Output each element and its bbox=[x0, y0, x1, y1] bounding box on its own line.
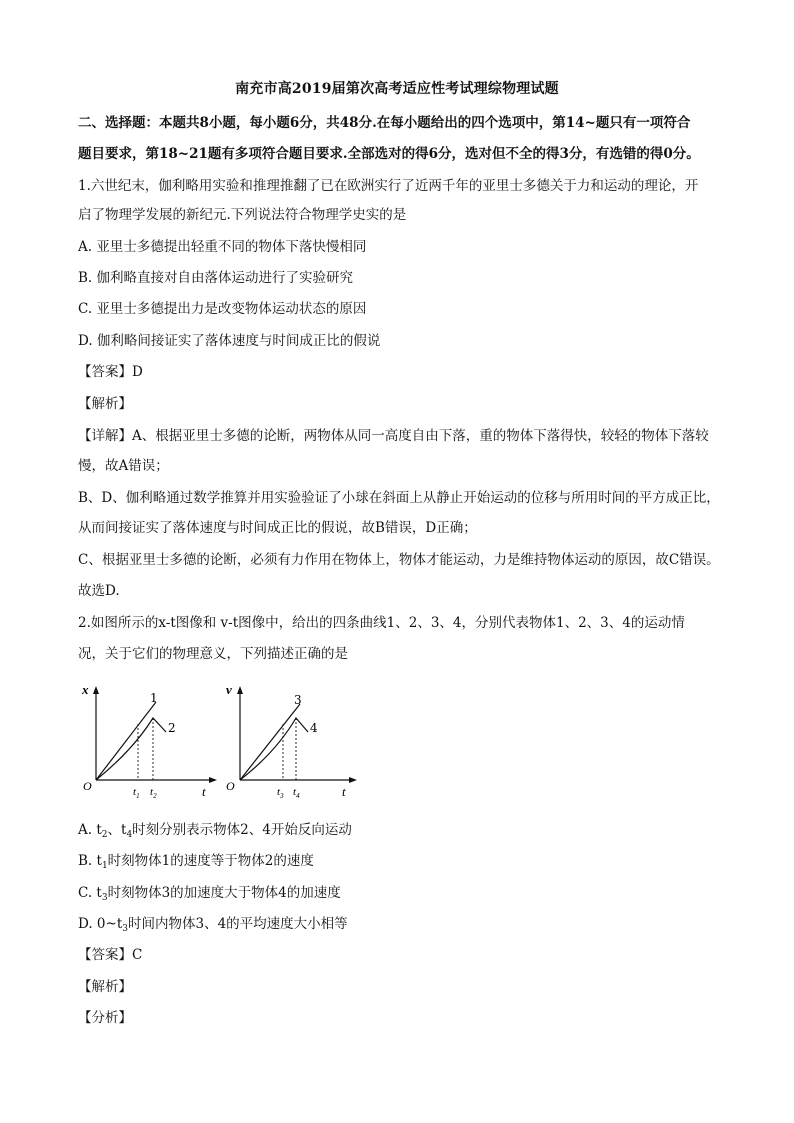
vt-graph bbox=[226, 682, 357, 800]
q1-detail-line-5: C、根据亚里士多德的论断，必须有力作用在物体上，物体才能运动，力是维持物体运动的原因，故C错误。 bbox=[78, 552, 720, 568]
q2-graphs-svg bbox=[78, 680, 378, 810]
xt-t1-label: $t_1$ bbox=[133, 786, 140, 800]
q1-option-b: B. 伽利略直接对自由落体运动进行了实验研究 bbox=[78, 270, 354, 286]
q2-option-c: C. $t_3$时刻物体3的加速度大于物体4的加速度 bbox=[78, 885, 341, 903]
q1-detail-line-3: B、D、伽利略通过数学推算并用实验验证了小球在斜面上从静止开始运动的位移与所用时间的平方成正比， bbox=[78, 490, 720, 506]
vt-x-label: t bbox=[342, 784, 346, 799]
q1-stem-line-2: 启了物理学发展的新纪元.下列说法符合物理学史实的是 bbox=[78, 207, 407, 223]
q2-option-a: A. $t_2$、$t_4$时刻分别表示物体2、4开始反向运动 bbox=[78, 822, 352, 840]
q1-detail-line-4: 从而间接证实了落体速度与时间成正比的假说，故B错误，D正确； bbox=[78, 520, 477, 536]
q2-option-b: B. $t_1$时刻物体1的速度等于物体2的速度 bbox=[78, 853, 314, 871]
section-heading-line-1: 二、选择题：本题共8小题，每小题6分，共48分.在每小题给出的四个选项中，第14~题只有一项符合 bbox=[78, 115, 691, 131]
xt-x-label: t bbox=[202, 784, 206, 799]
xt-graph bbox=[81, 682, 217, 800]
q1-answer: 【答案】D bbox=[78, 364, 143, 380]
vt-t3-label: $t_3$ bbox=[277, 786, 284, 800]
q2-stem-line-2: 况，关于它们的物理意义，下列描述正确的是 bbox=[78, 646, 348, 662]
xt-y-arrow-icon bbox=[93, 686, 99, 694]
q2-answer: 【答案】C bbox=[78, 947, 143, 963]
xt-curve-2-label: 2 bbox=[168, 721, 176, 735]
xt-origin-label: O bbox=[83, 779, 92, 793]
q2-analysis-label: 【解析】 bbox=[78, 979, 132, 995]
q2-stem-line-1: 2.如图所示的x-t图像和 v-t图像中，给出的四条曲线1、2、3、4，分别代表物体1、2、3、4的运动情 bbox=[78, 615, 685, 631]
q1-analysis-label: 【解析】 bbox=[78, 396, 132, 412]
q1-detail-line-2: 慢，故A错误； bbox=[78, 458, 169, 474]
vt-curve-3-label: 3 bbox=[294, 693, 302, 707]
q1-detail-line-1: 【详解】A、根据亚里士多德的论断，两物体从同一高度自由下落，重的物体下落得快，较轻的物体下落较 bbox=[78, 428, 709, 444]
vt-y-arrow-icon bbox=[237, 686, 243, 694]
paper-title: 南充市高2019届第次高考适应性考试理综物理试题 bbox=[235, 81, 559, 97]
xt-curve-2 bbox=[96, 718, 166, 780]
xt-curve-1 bbox=[96, 702, 156, 780]
vt-x-arrow-icon bbox=[349, 777, 357, 783]
q2-fenxi-label: 【分析】 bbox=[78, 1010, 132, 1026]
vt-curve-4 bbox=[240, 718, 308, 780]
xt-y-label: x bbox=[82, 682, 89, 697]
vt-curve-3 bbox=[240, 704, 300, 780]
q1-detail-line-6: 故选D. bbox=[78, 583, 120, 599]
q1-option-a: A. 亚里士多德提出轻重不同的物体下落快慢相同 bbox=[78, 239, 367, 255]
q2-option-d: D. $0\sim t_3$时间内物体3、4的平均速度大小相等 bbox=[78, 916, 348, 934]
vt-y-label: v bbox=[226, 682, 232, 697]
xt-x-arrow-icon bbox=[209, 777, 217, 783]
q1-stem-line-1: 1.六世纪末，伽利略用实验和推理推翻了已在欧洲实行了近两千年的亚里士多德关于力和运动的理论，开 bbox=[78, 178, 699, 194]
xt-t2-label: $t_2$ bbox=[150, 786, 157, 800]
xt-curve-1-label: 1 bbox=[150, 691, 158, 705]
q2-figure bbox=[78, 680, 378, 810]
vt-t4-label: $t_4$ bbox=[293, 786, 300, 800]
vt-curve-4-label: 4 bbox=[310, 721, 318, 735]
q1-option-c: C. 亚里士多德提出力是改变物体运动状态的原因 bbox=[78, 301, 367, 317]
vt-origin-label: O bbox=[226, 779, 235, 793]
q1-option-d: D. 伽利略间接证实了落体速度与时间成正比的假说 bbox=[78, 333, 381, 349]
section-heading-line-2: 题目要求，第18~21题有多项符合题目要求.全部选对的得6分，选对但不全的得3分，有选错的得0分。 bbox=[78, 146, 700, 162]
